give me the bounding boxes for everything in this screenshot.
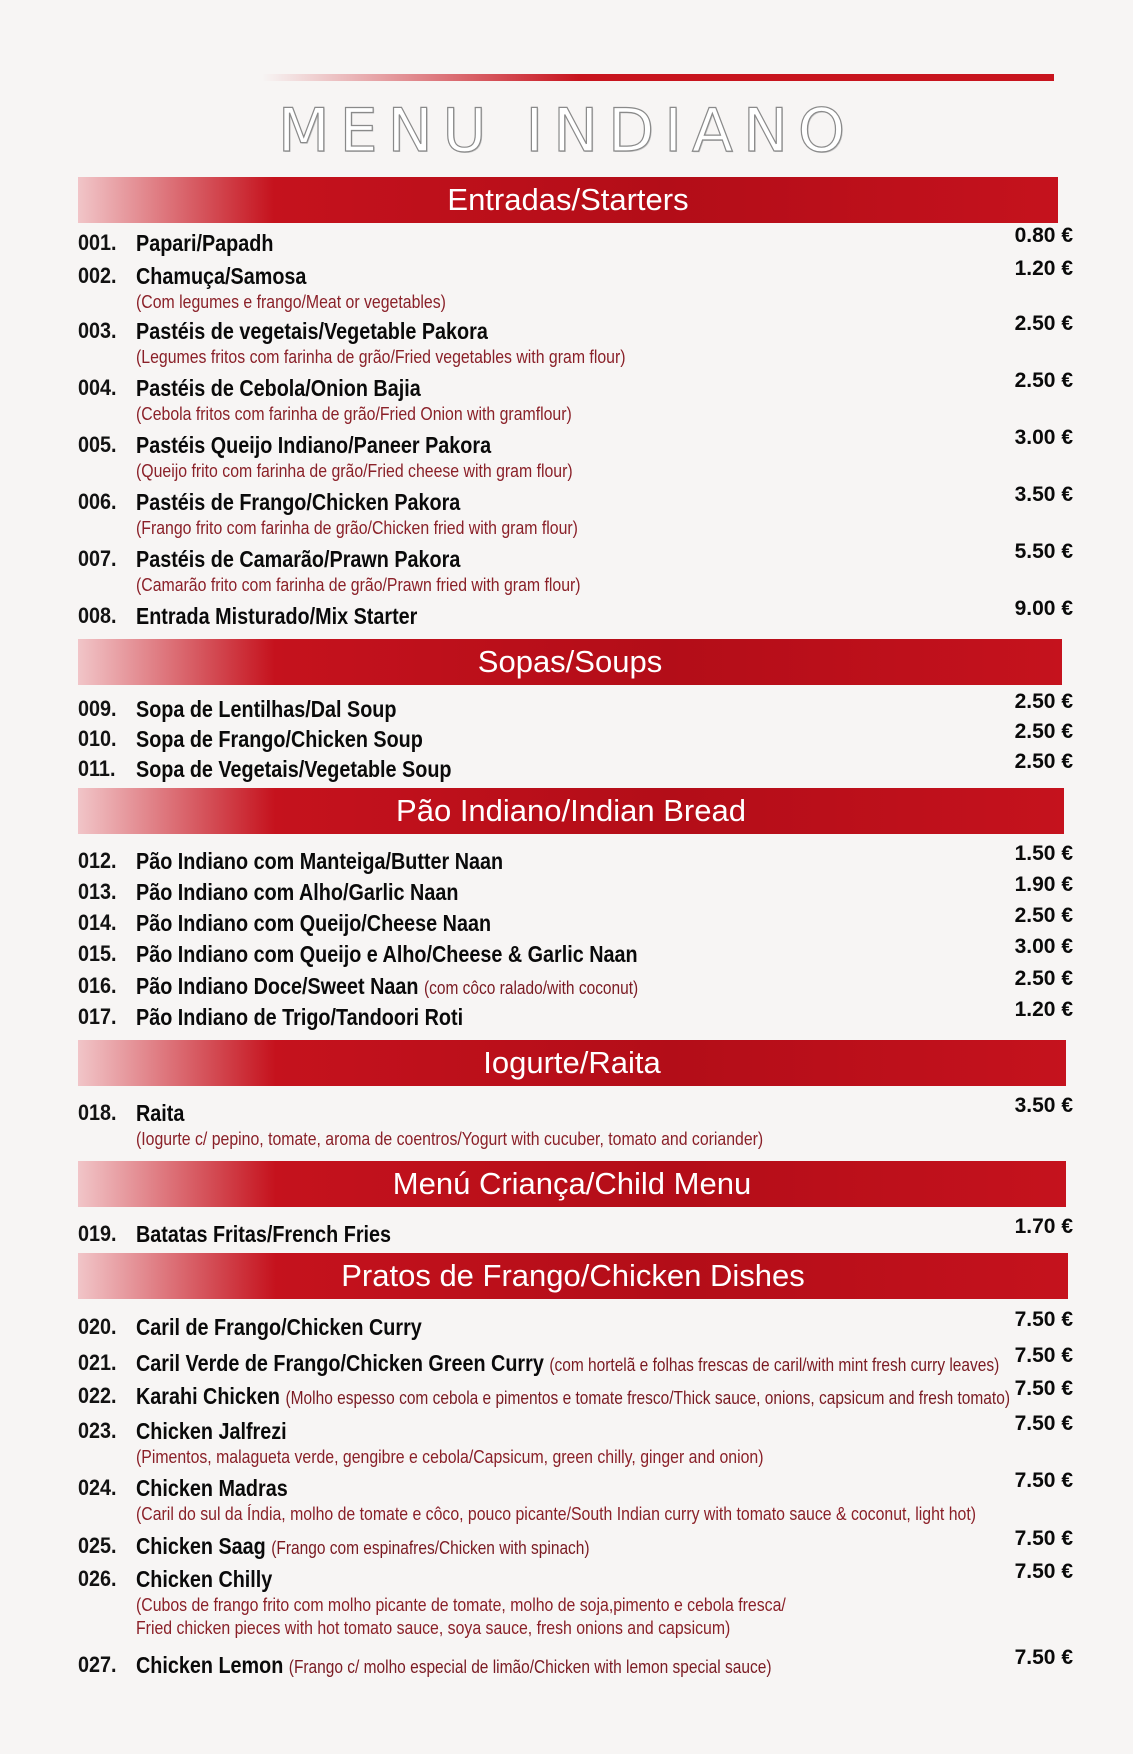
item-number: 018. [78, 1100, 117, 1125]
item-number: 006. [78, 489, 117, 514]
item-note: (Frango c/ molho especial de limão/Chicken with lemon special sauce) [288, 1657, 772, 1677]
item-name: Sopa de Vegetais/Vegetable Soup [136, 756, 452, 782]
item-description: (Camarão frito com farinha de grão/Prawn fried with gram flour) [136, 575, 581, 595]
item-description: (Iogurte c/ pepino, tomate, aroma de coentros/Yogurt with cucuber, tomato and coriander) [136, 1129, 764, 1149]
item-price: 3.00 € [1014, 426, 1073, 449]
item-price: 7.50 € [1014, 1308, 1073, 1331]
item-name: Chicken Lemon [136, 1652, 284, 1678]
menu-item [78, 1560, 1073, 1640]
item-price: 7.50 € [1014, 1527, 1073, 1550]
item-name: Pastéis de Camarão/Prawn Pakora [136, 546, 461, 572]
item-price: 1.20 € [1014, 998, 1073, 1021]
item-price: 2.50 € [1014, 369, 1073, 392]
item-name: Chicken Madras [136, 1475, 288, 1501]
menu-item [78, 426, 1073, 483]
item-name: Pastéis Queijo Indiano/Paneer Pakora [136, 432, 492, 458]
section-heading-indian-bread: Pão Indiano/Indian Bread [78, 788, 1064, 834]
item-number: 008. [78, 603, 117, 628]
item-number: 002. [78, 263, 117, 288]
item-number: 005. [78, 432, 117, 457]
item-price: 2.50 € [1014, 720, 1073, 743]
item-name: Pastéis de Cebola/Onion Bajia [136, 375, 421, 401]
item-note: (Molho espesso com cebola e pimentos e tomate fresco/Thick sauce, onions, capsicum and fresh tomato) [285, 1388, 1010, 1408]
item-price: 7.50 € [1014, 1377, 1073, 1400]
item-price: 3.50 € [1014, 1094, 1073, 1117]
menu-item [78, 998, 1073, 1035]
item-number: 014. [78, 910, 117, 935]
item-description: Fried chicken pieces with hot tomato sauce, soya sauce, fresh onions and capsicum) [136, 1618, 731, 1638]
item-name: Raita [136, 1100, 185, 1126]
item-name: Sopa de Lentilhas/Dal Soup [136, 696, 397, 722]
item-price: 0.80 € [1014, 224, 1073, 247]
item-description: (Cebola fritos com farinha de grão/Fried Onion with gramflour) [136, 404, 572, 424]
menu-item [78, 257, 1073, 314]
item-number: 022. [78, 1383, 117, 1408]
menu-item [78, 597, 1073, 634]
item-price: 2.50 € [1014, 312, 1073, 335]
item-number: 027. [78, 1652, 117, 1677]
item-note: (com côco ralado/with coconut) [423, 978, 639, 998]
menu-item [78, 935, 1073, 972]
item-number: 025. [78, 1533, 117, 1558]
item-description: (Caril do sul da Índia, molho de tomate e côco, pouco picante/South Indian curry with tomato sauce & coconut, light hot) [136, 1504, 977, 1524]
top-rule [262, 74, 1054, 81]
item-price: 1.20 € [1014, 257, 1073, 280]
item-name: Pão Indiano Doce/Sweet Naan [136, 973, 419, 999]
item-name: Pastéis de Frango/Chicken Pakora [136, 489, 461, 515]
item-price: 2.50 € [1014, 690, 1073, 713]
item-number: 011. [78, 756, 116, 781]
item-number: 012. [78, 848, 117, 873]
item-name: Papari/Papadh [136, 230, 274, 256]
menu-item [78, 1646, 1073, 1683]
item-name: Entrada Misturado/Mix Starter [136, 603, 418, 629]
section-heading-starters: Entradas/Starters [78, 177, 1058, 223]
menu-item [78, 1308, 1073, 1345]
item-number: 021. [78, 1350, 117, 1375]
menu-item [78, 1344, 1073, 1381]
menu-item [78, 1377, 1073, 1414]
item-price: 9.00 € [1014, 597, 1073, 620]
item-number: 026. [78, 1566, 117, 1591]
item-price: 3.50 € [1014, 483, 1073, 506]
menu-item [78, 967, 1073, 1004]
menu-item [78, 690, 1073, 727]
item-name: Pão Indiano com Manteiga/Butter Naan [136, 848, 504, 874]
item-description: (Queijo frito com farinha de grão/Fried cheese with gram flour) [136, 461, 573, 481]
section-heading-chicken-dishes: Pratos de Frango/Chicken Dishes [78, 1253, 1068, 1299]
item-name: Pastéis de vegetais/Vegetable Pakora [136, 318, 488, 344]
item-number: 009. [78, 696, 117, 721]
item-name: Chicken Chilly [136, 1566, 273, 1592]
item-note: (com hortelã e folhas frescas de caril/with mint fresh curry leaves) [549, 1355, 1000, 1375]
item-number: 017. [78, 1004, 117, 1029]
menu-item [78, 483, 1073, 540]
item-description: (Com legumes e frango/Meat or vegetables) [136, 292, 446, 312]
item-number: 013. [78, 879, 117, 904]
item-number: 007. [78, 546, 117, 571]
item-price: 7.50 € [1014, 1560, 1073, 1583]
item-number: 015. [78, 941, 117, 966]
menu-item [78, 1412, 1073, 1469]
item-description: (Cubos de frango frito com molho picante de tomate, molho de soja,pimento e cebola fresca/ [136, 1595, 786, 1615]
menu-item [78, 720, 1073, 757]
item-name: Caril Verde de Frango/Chicken Green Curry [136, 1350, 544, 1376]
item-price: 2.50 € [1014, 904, 1073, 927]
item-price: 7.50 € [1014, 1344, 1073, 1367]
item-name: Pão Indiano com Alho/Garlic Naan [136, 879, 459, 905]
menu-item [78, 369, 1073, 426]
menu-item [78, 873, 1073, 910]
item-number: 024. [78, 1475, 117, 1500]
item-name: Karahi Chicken [136, 1383, 281, 1409]
item-price: 7.50 € [1014, 1412, 1073, 1435]
item-name: Chicken Jalfrezi [136, 1418, 287, 1444]
item-price: 7.50 € [1014, 1469, 1073, 1492]
section-heading-child-menu: Menú Criança/Child Menu [78, 1161, 1066, 1207]
item-name: Pão Indiano com Queijo e Alho/Cheese & Garlic Naan [136, 941, 638, 967]
item-number: 020. [78, 1314, 117, 1339]
menu-item [78, 540, 1073, 597]
menu-item [78, 750, 1073, 787]
item-description: (Legumes fritos com farinha de grão/Fried vegetables with gram flour) [136, 347, 626, 367]
item-price: 5.50 € [1014, 540, 1073, 563]
item-note: (Frango com espinafres/Chicken with spinach) [271, 1538, 590, 1558]
item-name: Caril de Frango/Chicken Curry [136, 1314, 422, 1340]
item-number: 001. [78, 230, 117, 255]
item-number: 016. [78, 973, 117, 998]
menu-item [78, 1094, 1073, 1151]
menu-item [78, 1469, 1073, 1526]
item-name: Pão Indiano de Trigo/Tandoori Roti [136, 1004, 464, 1030]
item-price: 7.50 € [1014, 1646, 1073, 1669]
section-heading-soups: Sopas/Soups [78, 639, 1062, 685]
item-number: 023. [78, 1418, 117, 1443]
item-name: Chicken Saag [136, 1533, 266, 1559]
item-price: 2.50 € [1014, 750, 1073, 773]
item-number: 003. [78, 318, 117, 343]
item-price: 1.70 € [1014, 1215, 1073, 1238]
menu-item [78, 1215, 1073, 1252]
item-name: Sopa de Frango/Chicken Soup [136, 726, 423, 752]
item-number: 004. [78, 375, 117, 400]
item-number: 019. [78, 1221, 117, 1246]
item-number: 010. [78, 726, 117, 751]
menu-item [78, 904, 1073, 941]
menu-item [78, 1527, 1073, 1564]
item-name: Chamuça/Samosa [136, 263, 307, 289]
item-description: (Pimentos, malagueta verde, gengibre e cebola/Capsicum, green chilly, ginger and onion) [136, 1447, 764, 1467]
item-price: 2.50 € [1014, 967, 1073, 990]
section-heading-raita: Iogurte/Raita [78, 1040, 1066, 1086]
menu-item [78, 842, 1073, 879]
menu-item [78, 224, 1073, 261]
item-name: Pão Indiano com Queijo/Cheese Naan [136, 910, 492, 936]
item-name: Batatas Fritas/French Fries [136, 1221, 392, 1247]
item-price: 1.90 € [1014, 873, 1073, 896]
item-description: (Frango frito com farinha de grão/Chicken fried with gram flour) [136, 518, 578, 538]
menu-title: MENU INDIANO [277, 96, 856, 166]
menu-item [78, 312, 1073, 369]
item-price: 1.50 € [1014, 842, 1073, 865]
item-price: 3.00 € [1014, 935, 1073, 958]
